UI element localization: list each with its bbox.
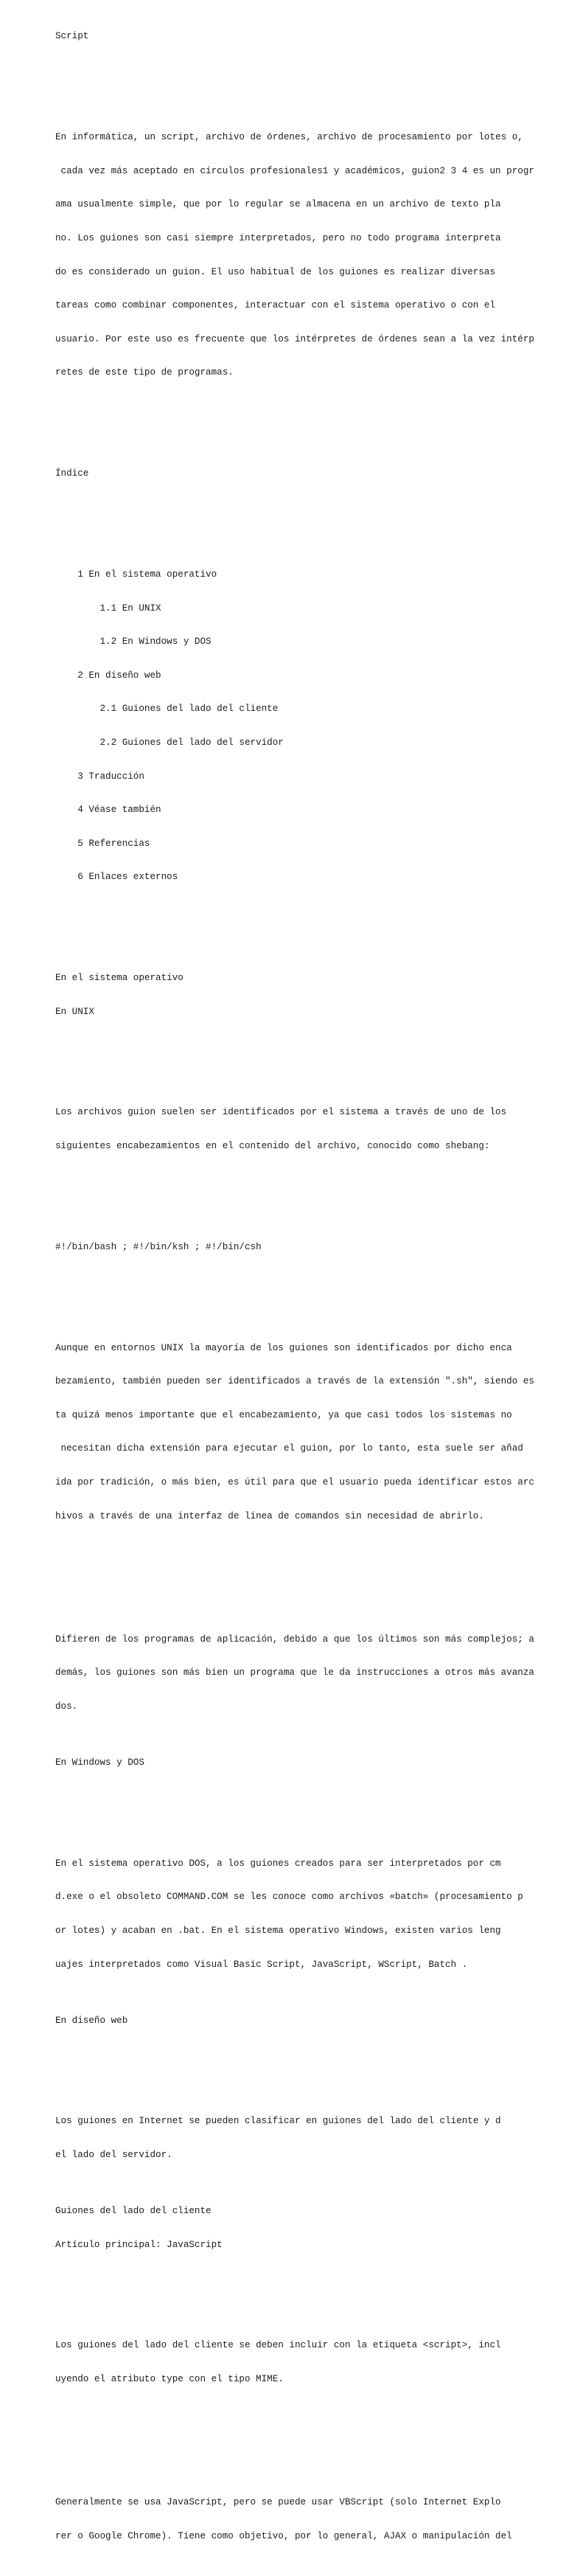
table-of-contents — [55, 547, 556, 906]
text-line: dos. — [55, 1701, 78, 1712]
document-body — [55, 9, 556, 2576]
text-line: or lotes) y acaban en .bat. En el sistema operativo Windows, existen varios leng — [55, 1926, 501, 1937]
spacer — [55, 2430, 556, 2441]
text-line: do es considerado un guion. El uso habitual de los guiones es realizar diversas — [55, 266, 496, 277]
section-heading-windows: En Windows y DOS — [55, 1757, 144, 1768]
web-paragraph-1 — [55, 2094, 556, 2184]
text-line: necesitan dicha extensión para ejecutar el guion, por lo tanto, esta suele ser añad — [55, 1443, 523, 1454]
toc-item[interactable]: 1.2 En Windows y DOS — [55, 636, 212, 648]
text-line: ida por tradición, o más bien, es útil para que el usuario pueda identificar estos arc — [55, 1477, 534, 1488]
toc-item[interactable]: 1.1 En UNIX — [55, 603, 161, 614]
text-line: uyendo el atributo type con el tipo MIME. — [55, 2373, 284, 2384]
main-article-link[interactable]: Artículo principal: JavaScript — [55, 2239, 223, 2250]
client-paragraph-1 — [55, 2318, 556, 2408]
text-line: el lado del servidor. — [55, 2150, 172, 2160]
toc-item[interactable]: 5 Referencias — [55, 838, 150, 849]
section-heading-client: Guiones del lado del cliente — [55, 2206, 212, 2216]
text-line: Los guiones del lado del cliente se deben incluir con la etiqueta <script>, incl — [55, 2340, 501, 2351]
index-heading: Índice — [55, 468, 89, 479]
unix-paragraph-1 — [55, 1085, 556, 1175]
text-line: En el sistema operativo DOS, a los guiones creados para ser interpretados por cm — [55, 1858, 501, 1869]
toc-item[interactable]: 3 Traducción — [55, 771, 144, 782]
toc-item[interactable]: 2.1 Guiones del lado del cliente — [55, 704, 279, 715]
spacer — [55, 2273, 556, 2284]
toc-item[interactable]: 2 En diseño web — [55, 670, 161, 681]
text-line: cada vez más aceptado en círculos profesionales1 y académicos, guion2 3 4 es un progr — [55, 165, 534, 176]
spacer — [55, 2049, 556, 2060]
text-line: Difieren de los programas de aplicación, debido a que los últimos son más complejos; a — [55, 1634, 534, 1645]
shebang-example: #!/bin/bash ; #!/bin/ksh ; #!/bin/csh — [55, 1241, 262, 1252]
text-line: d.exe o el obsoleto COMMAND.COM se les conoce como archivos «batch» (procesamiento p — [55, 1892, 523, 1903]
text-line: Generalmente se usa JavaScript, pero se puede usar VBScript (solo Internet Explo — [55, 2497, 501, 2508]
toc-item[interactable]: 1 En el sistema operativo — [55, 569, 217, 580]
unix-paragraph-3 — [55, 1611, 556, 1735]
unix-paragraph-2 — [55, 1320, 556, 1544]
spacer — [55, 1040, 556, 1051]
text-line: Aunque en entornos UNIX la mayoría de los guiones son identificados por dicho enca — [55, 1342, 512, 1353]
text-line: siguientes encabezamientos en el contenido del archivo, conocido como shebang: — [55, 1141, 490, 1152]
toc-item[interactable]: 4 Véase también — [55, 805, 161, 816]
text-line: hivos a través de una interfaz de línea de comandos sin necesidad de abrirlo. — [55, 1510, 484, 1521]
text-line: demás, los guiones son más bien un programa que le da instrucciones a otros más avanza — [55, 1667, 534, 1678]
spacer — [55, 1791, 556, 1802]
document-title: Script — [55, 31, 89, 42]
text-line: bezamiento, también pueden ser identificados a través de la extensión ".sh", siendo es — [55, 1376, 534, 1387]
toc-item[interactable]: 2.2 Guiones del lado del servidor — [55, 737, 284, 748]
text-line: Los guiones en Internet se pueden clasificar en guiones del lado del cliente y d — [55, 2116, 501, 2127]
toc-item[interactable]: 6 Enlaces externos — [55, 872, 178, 883]
section-heading-web: En diseño web — [55, 2015, 128, 2026]
text-line: En informática, un script, archivo de órdenes, archivo de procesamiento por lotes o, — [55, 132, 523, 143]
intro-paragraph — [55, 110, 556, 401]
text-line: ta quizá menos importante que el encabezamiento, ya que casi todos los sistemas no — [55, 1409, 512, 1420]
spacer — [55, 1567, 556, 1578]
windows-paragraph-1 — [55, 1836, 556, 1993]
client-paragraph-2 — [55, 2475, 556, 2565]
text-line: rer o Google Chrome). Tiene como objetivo, por lo general, AJAX o manipulación del — [55, 2530, 512, 2541]
text-line: Los archivos guion suelen ser identificados por el sistema a través de uno de los — [55, 1107, 507, 1118]
spacer — [55, 423, 556, 434]
spacer — [55, 502, 556, 513]
spacer — [55, 928, 556, 939]
text-line: uajes interpretados como Visual Basic Script, JavaScript, WScript, Batch . — [55, 1959, 468, 1970]
section-heading-os: En el sistema operativo — [55, 973, 184, 984]
spacer — [55, 1197, 556, 1208]
spacer — [55, 65, 556, 76]
spacer — [55, 1275, 556, 1286]
text-line: ama usualmente simple, que por lo regular se almacena en un archivo de texto pla — [55, 199, 501, 210]
section-heading-unix: En UNIX — [55, 1006, 94, 1017]
text-line: no. Los guiones son casi siempre interpretados, pero no todo programa interpreta — [55, 232, 501, 243]
text-line: tareas como combinar componentes, interactuar con el sistema operativo o con el — [55, 300, 496, 311]
text-line: usuario. Por este uso es frecuente que los intérpretes de órdenes sean a la vez intérp — [55, 333, 534, 344]
text-line: retes de este tipo de programas. — [55, 367, 234, 378]
